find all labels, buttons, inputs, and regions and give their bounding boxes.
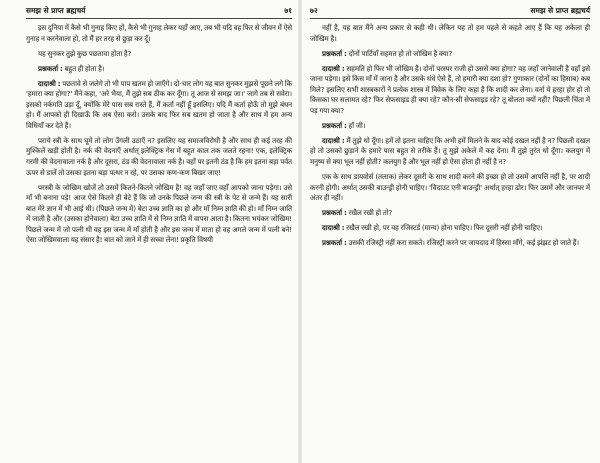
paragraph-text: हाँ जी। xyxy=(348,120,366,130)
paragraph xyxy=(310,64,590,117)
speaker-label: प्रश्नकर्ता : xyxy=(38,63,63,73)
left-page-number: ७१ xyxy=(284,6,292,15)
paragraph-text: इस दुनिया में कैसे भी गुनाह किए हों, कैसे भी गुनाह लेकर यहाँ आए, तब भी यदि वह फिर से जीवन में ऐसे गुनाह न करनेवाला हो, तो मैं हर तरह से छुड़ा कर दूँ। xyxy=(26,23,292,43)
right-page-body xyxy=(310,23,590,249)
paragraph xyxy=(310,136,590,168)
paragraph xyxy=(26,136,292,178)
right-header-title: समझ से प्राप्त ब्रह्मचर्य xyxy=(530,6,590,15)
paragraph xyxy=(310,49,590,60)
paragraph-text: रखैल रखी हो, पर वह रजिस्टर्ड (मान्य) होना चाहिए। फिर दूसरी नहीं होनी चाहिए। xyxy=(346,223,543,233)
paragraph-text: परस्त्री के जोखिम खोजें तो उसमें कितने-कितने जोखिम है! वह जहाँ जाए वहाँ आपको जाना पड़ेगा। उसे माँ भी बनाना पड़े! आज ऐसे कितने ही बेटे हैं कि जो उनके पिछले जन्म की स्त्री के पेट से जन्मे हैं। यह सारी बात मेरे ज्ञान में भी आई थी। (पिछले जन्म में) बेटा उच्च ज्ञाति का हो और माँ निम्न ज्ञाति की हो। माँ निम्न जाति में जाती है और (उसका होनेवाला) बेटा उच्च ज्ञाति में से निम्न ज्ञाति में वापस आता है। कितना भयंकर जोखिम! पिछले जन्म में जो पत्नी थी वह इस जन्म में माँ होती है और इस जन्म में माता हो वह अगले जन्म में पत्नी बने! ऐसा जोखिमवाला यह संसार है! बात को जाने में ही सच्चा लेना! प्रकृति विषयी xyxy=(26,182,292,245)
left-page-body xyxy=(26,23,292,246)
right-page-number: ७२ xyxy=(310,6,318,15)
paragraph-text: यह सुनकर तुझे कुछ पछतावा होता है? xyxy=(38,48,132,58)
speaker-label: दादाश्री : xyxy=(322,63,345,73)
paragraph-text: उसकी रजिस्ट्री नहीं करा सकते। रजिस्ट्री करने पर जायदाद में हिस्सा माँगे, कई झंझट हो जाते हैं। xyxy=(348,238,579,248)
paragraph-text: पछतावे से जलेगे तो भी पाप खतम हो जाएँगे। दो-चार लोग यह बात सुनकर मुझसे पूछने लगे कि 'हमारा क्या होगा?' मैंने कहा, 'अरे भैया, मैं तुझे सब ठीक कर दूँगा। तू आज से समझ जा।' जागे तब से सवेरा। इसको नर्कगति उड़ा दूँ, क्योंकि मेरे पास सब रास्ते हैं, मैं कर्ता नहीं हूँ इसलिए। यदि मैं कर्ता होऊँ तो मुझे बंधन हो। मैं आपको ही दिखाऊँ कि अब ऐसा करो। उसके बाद फिर सब खतम हो जाता है और साथ में हम अन्य विधियाँ कर देते हैं। xyxy=(26,78,292,130)
paragraph-text: मैं तुझे धो दूँगा। हमें तो इतना चाहिए कि अभी हमें मिलने के बाद कोई दखल नहीं है न? पिछली दखल हो तो उसको छुड़ाने के हमारे पास बहुत से तरीके हैं। तू मुझे अकेले में कह देना। मैं तुझे तुरंत धो दूँगा। कलयुग में मनुष्य से क्या भूल नहीं होती? कलयुग है और भूल नहीं हो ऐसा होता ही नहीं है न? xyxy=(310,135,590,167)
paragraph xyxy=(26,23,292,44)
paragraph xyxy=(310,238,590,249)
speaker-label: प्रश्नकर्ता : xyxy=(322,48,347,58)
speaker-label: प्रश्नकर्ता : xyxy=(322,120,347,130)
paragraph xyxy=(310,223,590,234)
paragraph xyxy=(310,23,590,44)
paragraph xyxy=(26,79,292,132)
paragraph xyxy=(26,49,292,60)
paragraph-text: नहीं है, यह बात मैंने अन्य प्रकार से कही थी। लेकिन यह तो हम पहले से कहते आए हैं कि यह अकेला ही जोखिम है। xyxy=(310,23,590,43)
paragraph xyxy=(310,172,590,204)
right-running-header xyxy=(310,6,590,19)
speaker-label: प्रश्नकर्ता : xyxy=(322,238,347,248)
left-header-title: समझ से प्राप्त ब्रह्मचर्य xyxy=(26,6,86,15)
speaker-label: दादाश्री : xyxy=(38,78,61,88)
paragraph-text: बहुत ही होता है। xyxy=(64,63,105,73)
paragraph-text: सहमति हो फिर भी जोखिम है। दोनों परस्पर राजी हो उससे क्या होगा? वह जहाँ जानेवाली है वहाँ इसे जाना पड़ेगा। इसे किस माँ में जाना है और उसके धंधे ऐसे हैं, तो हमारी क्या दशा हो? गुणाकार (दोनों का हिसाब) कब मिले? इसलिए सभी शास्त्रकारों ने प्रत्येक शास्त्र में विवेक के लिए कहा है कि शादी कर लेना। वर्ना ये हरहा होर हो तो किसका घर सलामत रहे? फिर सेफसाइड ही क्या रहे? कौन-सी सेफसाइड रहे? तू बोलता क्यों नहीं? पिछली चिंता में पड़ गया क्या? xyxy=(310,63,590,115)
speaker-label: दादाश्री : xyxy=(322,135,345,145)
paragraph xyxy=(26,64,292,75)
paragraph-text: एक के साथ डायवोर्स (तलाक) लेकर दूसरी के साथ शादी करने की इच्छा हो तो उसमें आपत्ति नहीं है, पर शादी करनी होगी। अर्थात् उसकी बाउन्ड्री होनी चाहिए। 'विदाउट एनी बाउन्ड्री' अर्थात् हरहा ढोर। फिर उसमें और जानवर में अंतर ही नहीं। xyxy=(310,172,590,203)
paragraph-text: पराये स्त्री के साथ घूमे तो लोग उँगली उठाएँ न? इसलिए यह समाजविरोधी है और साथ ही कई तरह की मुश्किलें खड़ी होती है। नर्क की वेदनाएँ अर्थात् इलेक्ट्रिक गेस में बहुत काल तक जलते रहना! एक, इलेक्ट्रिक गरमी की वेदनावाला नर्क है और दूसरा, ठंड की वेदनावाला नर्क है। वहाँ पर इतनी ठंड है कि हम इतना बड़ा पर्वत ऊपर से डालें तो उसका इतना बड़ा पत्थर न रहे, पर उसका कण-कण बिखर जाए! xyxy=(26,135,292,177)
paragraph xyxy=(310,208,590,219)
right-page xyxy=(300,0,600,463)
paragraph xyxy=(26,183,292,246)
left-running-header xyxy=(26,6,292,19)
paragraph-text: रखैल रखी हो तो? xyxy=(348,208,393,218)
paragraph xyxy=(310,121,590,132)
paragraph-text: दोनों पार्टियाँ सहमत हो तो जोखिम है क्या? xyxy=(348,48,453,58)
speaker-label: प्रश्नकर्ता : xyxy=(322,208,347,218)
speaker-label: दादाश्री : xyxy=(322,223,345,233)
